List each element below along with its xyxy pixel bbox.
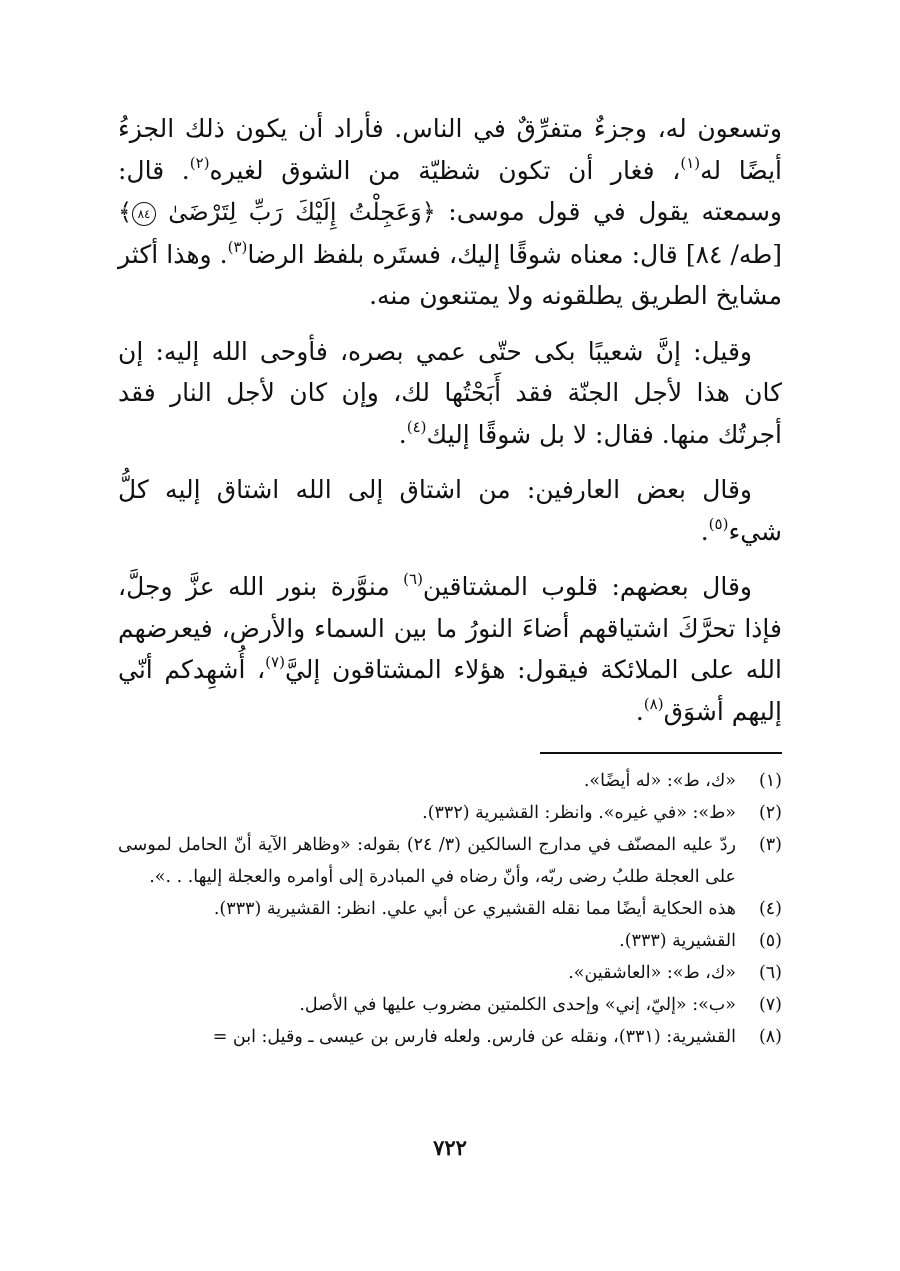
footnote-ref-1[interactable]: (١) (680, 153, 701, 172)
text-span: وتسعون له، وجزءٌ متفرِّقٌ في الناس. فأراد أن يكون ذلك الجزءُ أيضًا له (118, 114, 782, 185)
footnote-text: ردّ عليه المصنّف في مدارج السالكين (٣/ ٢٤) بقوله: «وظاهر الآية أنّ الحامل لموسى على العجلة طلبُ رضى ربّه، وأنّ رضاه في المبادرة إلى أوامره والعجلة إليها. . .». (118, 835, 736, 887)
main-text (118, 108, 782, 732)
footnote-ref-7[interactable]: (٧) (265, 653, 285, 671)
footnote-ref-4[interactable]: (٤) (406, 417, 427, 436)
footnote-ref-3[interactable]: (٣) (227, 237, 248, 256)
footnote-text: «ب»: «إليّ، إني» وإحدى الكلمتين مضروب عليها في الأصل. (299, 995, 736, 1015)
paragraph-3 (118, 469, 782, 552)
footnote-number: (٨) (758, 1027, 782, 1047)
footnote-text: القشيرية: (٣٣١)، ونقله عن فارس. ولعله فارس بن عيسى ـ وقيل: ابن = (212, 1027, 736, 1047)
quran-verse (118, 198, 436, 226)
footnote-text: «ك، ط»: «العاشقين». (568, 963, 736, 983)
footnote-text: «ط»: «في غيره». وانظر: القشيرية (٣٣٢). (422, 803, 736, 823)
text-span: وقال بعض العارفين: من اشتاق إلى الله اشتاق إليه كلُّ شيء (118, 475, 782, 546)
text-span: . (635, 696, 644, 726)
text-span: ، أُشهِدكم أنّي إليهم أشوَق (118, 655, 782, 726)
text-span: . قال: وسمعته يقول في قول موسى: (118, 155, 782, 226)
ornate-bracket-close: ﴾ (118, 198, 133, 226)
footnote-text: هذه الحكاية أيضًا مما نقله القشيري عن أبي علي. انظر: القشيرية (٣٣٣). (213, 899, 736, 919)
text-span: منوَّرة بنور الله عزَّ وجلَّ، فإذا تحرَّكَ اشتياقهم أضاءَ النورُ ما بين السماء والأرض، فيعرضهم الله على الملائكة فيقول: هؤلاء المشتاقون إليَّ (118, 572, 782, 684)
ornate-bracket-open: ﴿ (421, 198, 436, 226)
footnote-text: القشيرية (٣٣٣). (619, 931, 736, 951)
footnote-ref-5[interactable]: (٥) (708, 514, 729, 533)
text-span: . (398, 419, 407, 449)
verse-reference: [طه/ ٨٤] (685, 239, 782, 269)
footnote-item (118, 893, 782, 925)
page-number: ٧٢٢ (433, 1135, 467, 1160)
footnote-number: (٢) (758, 803, 782, 823)
text-span: وقيل: إنَّ شعيبًا بكى حتّى عمي بصره، فأوحى الله إليه: إن كان هذا لأجل الجنّة فقد أَبَحْتُها لك، وإن كان لأجل النار فقد أجرتُك منها. فقال: لا بل شوقًا إليك (118, 336, 782, 449)
text-span: . وهذا أكثر مشايخ الطريق يطلقونه ولا يمتنعون منه. (118, 239, 782, 310)
footnote-item (118, 829, 782, 893)
aya-number-icon: ٨٤ (132, 202, 156, 226)
footnote-ref-2[interactable]: (٢) (189, 153, 210, 172)
text-span: ، فغار أن تكون شظيّة من الشوق لغيره (209, 155, 681, 185)
footnote-number: (٤) (758, 899, 782, 919)
footnote-ref-8[interactable]: (٨) (643, 694, 664, 713)
footnote-number: (٣) (758, 835, 782, 855)
text-span: وقال بعضهم: قلوب المشتاقين (422, 572, 752, 601)
footnote-number: (٧) (758, 995, 782, 1015)
footnote-item (118, 765, 782, 797)
footnote-ref-6[interactable]: (٦) (403, 570, 423, 588)
footnotes-list (118, 765, 782, 1053)
footnote-number: (١) (758, 771, 782, 791)
footnote-item (118, 957, 782, 989)
text-span: قال: معناه شوقًا إليك، فستَره بلفظ الرضا (247, 239, 686, 269)
footnote-item (118, 797, 782, 829)
footnote-item (118, 1021, 782, 1053)
text-span: . (700, 516, 709, 546)
footnote-text: «ك، ط»: «له أيضًا». (583, 771, 736, 791)
verse-text: وَعَجِلْتُ إِلَيْكَ رَبِّ لِتَرْضَىٰ (168, 198, 422, 226)
footnote-number: (٥) (758, 931, 782, 951)
footnote-item (118, 925, 782, 957)
footnote-item (118, 989, 782, 1021)
paragraph-2 (118, 331, 782, 456)
footnote-number: (٦) (758, 963, 782, 983)
footnote-separator (540, 752, 782, 754)
paragraph-1 (118, 108, 782, 317)
paragraph-4 (118, 566, 782, 732)
